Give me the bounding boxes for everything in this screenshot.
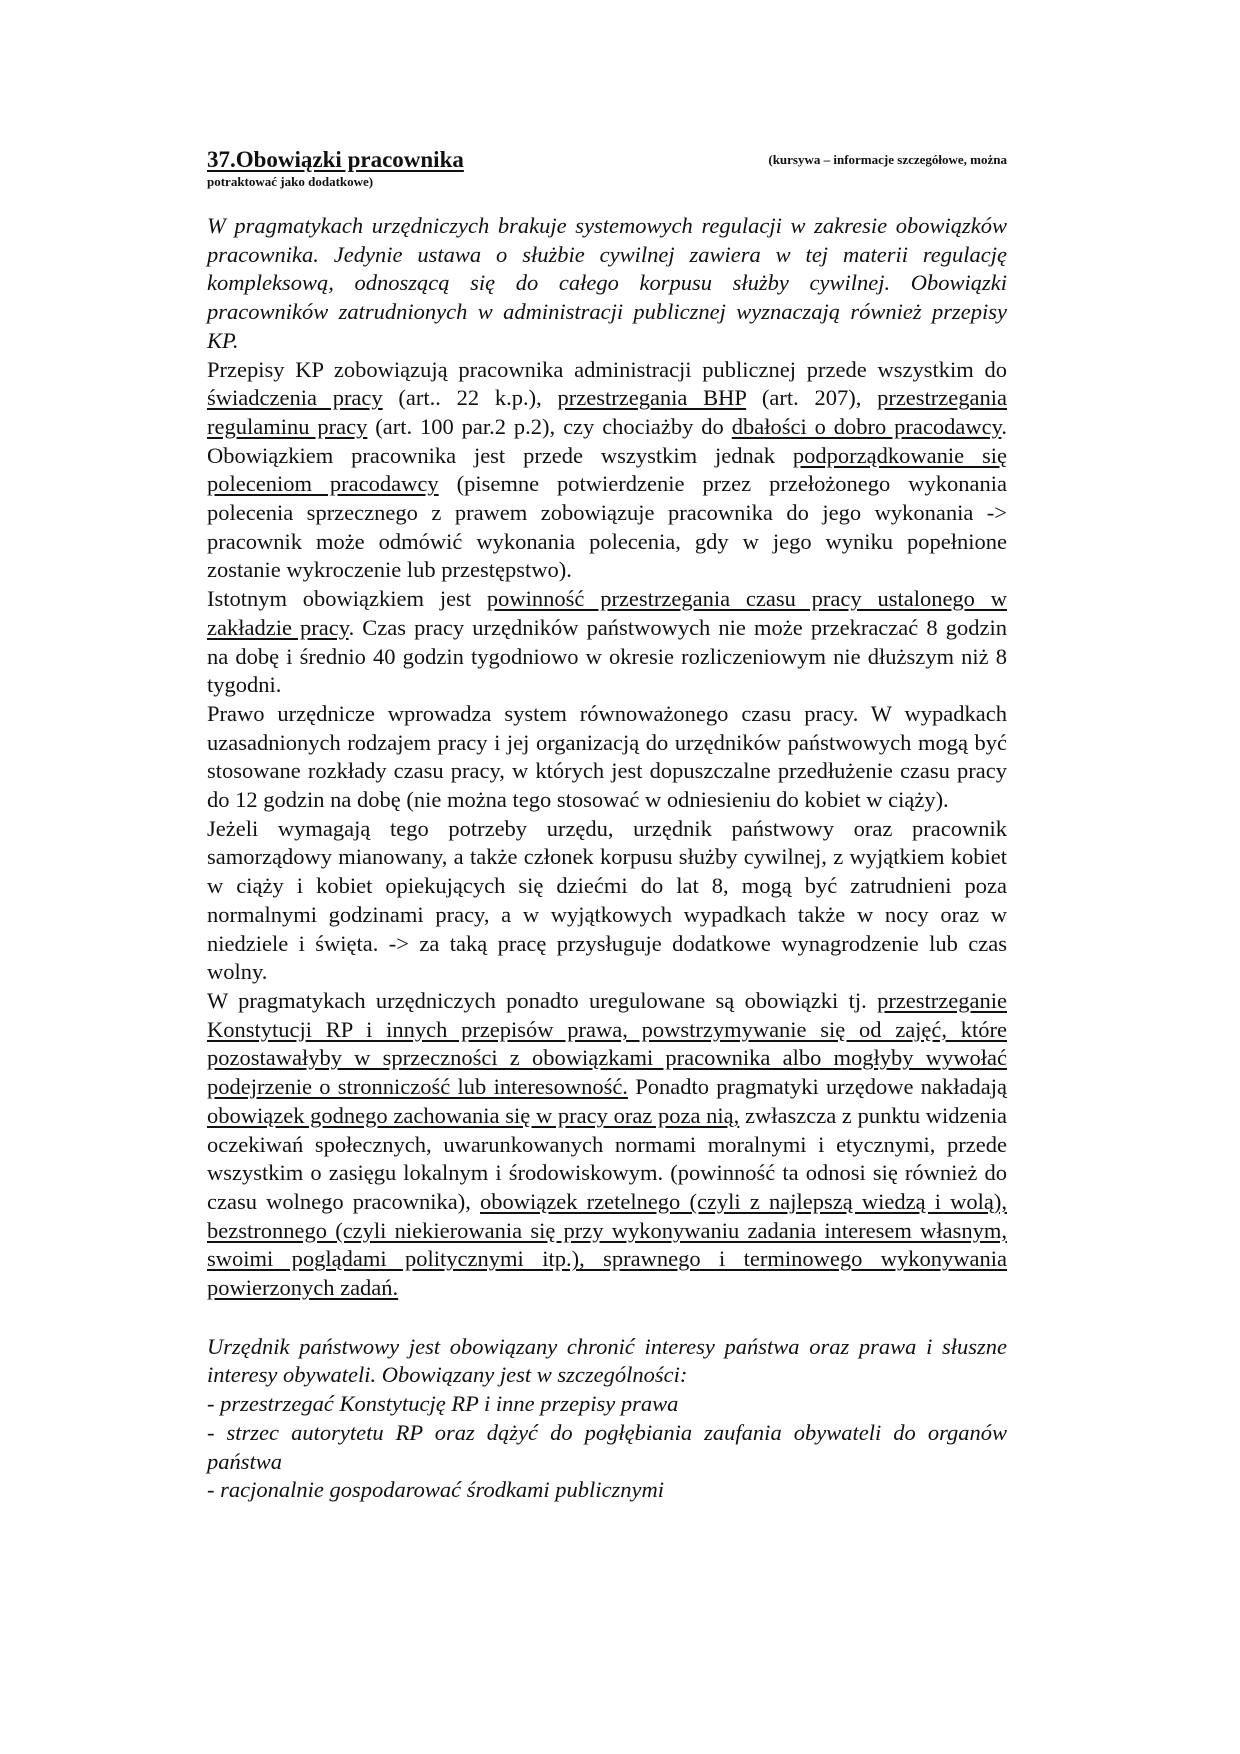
format-note-line1: (kursywa – informacje szczegółowe, można [768, 152, 1007, 167]
underlined-term: przestrzegania BHP [557, 385, 747, 411]
text-run: zwłaszcza z punktu widzenia oczekiwań społecznych, uwarunkowanych normami moralnymi i etycznymi, przede wszystkim o zasięgu lokalnym i środowiskowym. (powinność ta odnosi się również do czasu wolnego pracownika), [207, 1102, 1007, 1214]
text-run: (art. 100 par.2 p.2), czy chociażby do [367, 413, 732, 439]
underlined-term: obowiązek rzetelnego (czyli z najlepszą wiedzą i wolą), bezstronnego (czyli niekierowania się przy wykonywaniu zadania interesem własnym, swoimi poglądami politycznymi itp.), sprawnego i terminowego wykonywania powierzonych zadań. [207, 1188, 1007, 1301]
text-run: (art.. 22 k.p.), [382, 385, 558, 411]
paragraph-balanced-time: Prawo urzędnicze wprowadza system równoważonego czasu pracy. W wypadkach uzasadnionych rodzajem pracy i jej organizacją do urzędników państwowych mogą być stosowane rozkłady czasu pracy, w których jest dopuszczalne przedłużenie czasu pracy do 12 godzin na dobę (nie można tego stosować w odniesieniu do kobiet w ciąży). [207, 700, 1007, 813]
underlined-term: powinność przestrzegania czasu pracy ustalonego w zakładzie pracy [207, 586, 1007, 640]
text-run: Istotnym obowiązkiem jest [207, 586, 487, 612]
paragraph-overtime: Jeżeli wymagają tego potrzeby urzędu, urzędnik państwowy oraz pracownik samorządowy mianowany, a także członek korpusu służby cywilnej, z wyjątkiem kobiet w ciąży i kobiet opiekujących się dziećmi do lat 8, mogą być zatrudnieni poza normalnymi godzinami pracy, a w wyjątkowych wypadkach także w nocy oraz w niedziele i święta. -> za taką pracę przysługuje dodatkowe wynagrodzenie lub czas wolny. [207, 815, 1007, 985]
underlined-term: obowiązek godnego zachowania się w pracy oraz poza nią, [207, 1102, 740, 1128]
section-title: 37.Obowiązki pracownika [207, 147, 464, 172]
paragraph-working-time [207, 585, 1007, 700]
intro-paragraph: W pragmatykach urzędniczych brakuje systemowych regulacji w zakresie obowiązków pracownika. Jedynie ustawa o służbie cywilnej zawiera w tej materii regulację kompleksową, odnoszącą się do całego korpusu służby cywilnej. Obowiązki pracowników zatrudnionych w administracji publicznej wyznaczają również przepisy KP. [207, 213, 1007, 353]
text-run: (art. 207), [746, 385, 878, 411]
list-item: - przestrzegać Konstytucję RP i inne przepisy prawa [207, 1391, 679, 1417]
closing-paragraph [207, 1333, 1007, 1505]
text-run: Ponadto pragmatyki urzędowe nakładają [627, 1074, 1007, 1100]
format-note-line2: potraktować jako dodatkowe) [207, 174, 374, 189]
heading-row [207, 146, 1007, 174]
closing-text: Urzędnik państwowy jest obowiązany chronić interesy państwa oraz prawa i słuszne interesy obywateli. Obowiązany jest w szczególności: [207, 1333, 1007, 1388]
paragraph-kp-duties [207, 356, 1007, 586]
list-item: - racjonalnie gospodarować środkami publicznymi [207, 1477, 665, 1503]
text-run: . Obowiązkiem pracownika jest przede wszystkim jednak [207, 413, 1008, 468]
text-run: . Czas pracy urzędników państwowych nie może przekraczać 8 godzin na dobę i średnio 40 godzin tygodniowo w okresie rozliczeniowym nie dłuższym niż 8 tygodni. [207, 614, 1007, 698]
paragraph-pragmatics [207, 987, 1007, 1303]
document-body [207, 146, 1007, 1505]
text-run: W pragmatykach urzędniczych ponadto uregulowane są obowiązki tj. [207, 987, 878, 1013]
underlined-term: przestrzegania regulaminu pracy [207, 385, 1007, 439]
underlined-term: przestrzeganie Konstytucji RP i innych przepisów prawa, powstrzymywanie się od zajęć, które pozostawałyby w sprzeczności z obowiązkami pracownika albo mogłyby wywołać podejrzenie o stronniczość lub interesowność. [207, 987, 1007, 1100]
underlined-term: świadczenia pracy [207, 385, 383, 411]
underlined-term: podporządkowanie się poleceniom pracodawcy [207, 442, 1007, 497]
text-run: Przepisy KP zobowiązują pracownika administracji publicznej przede wszystkim do [207, 356, 1007, 382]
underlined-term: dbałości o dobro pracodawcy [731, 413, 1002, 439]
text-run: (pisemne potwierdzenie przez przełożonego wykonania polecenia sprzecznego z prawem zobowiązuje pracownika do jego wykonania -> pracownik może odmówić wykonania polecenia, gdy w jego wyniku popełnione zostanie wykroczenie lub przestępstwo). [207, 471, 1007, 583]
list-item: - strzec autorytetu RP oraz dążyć do pogłębiania zaufania obywateli do organów państwa [207, 1419, 1007, 1474]
